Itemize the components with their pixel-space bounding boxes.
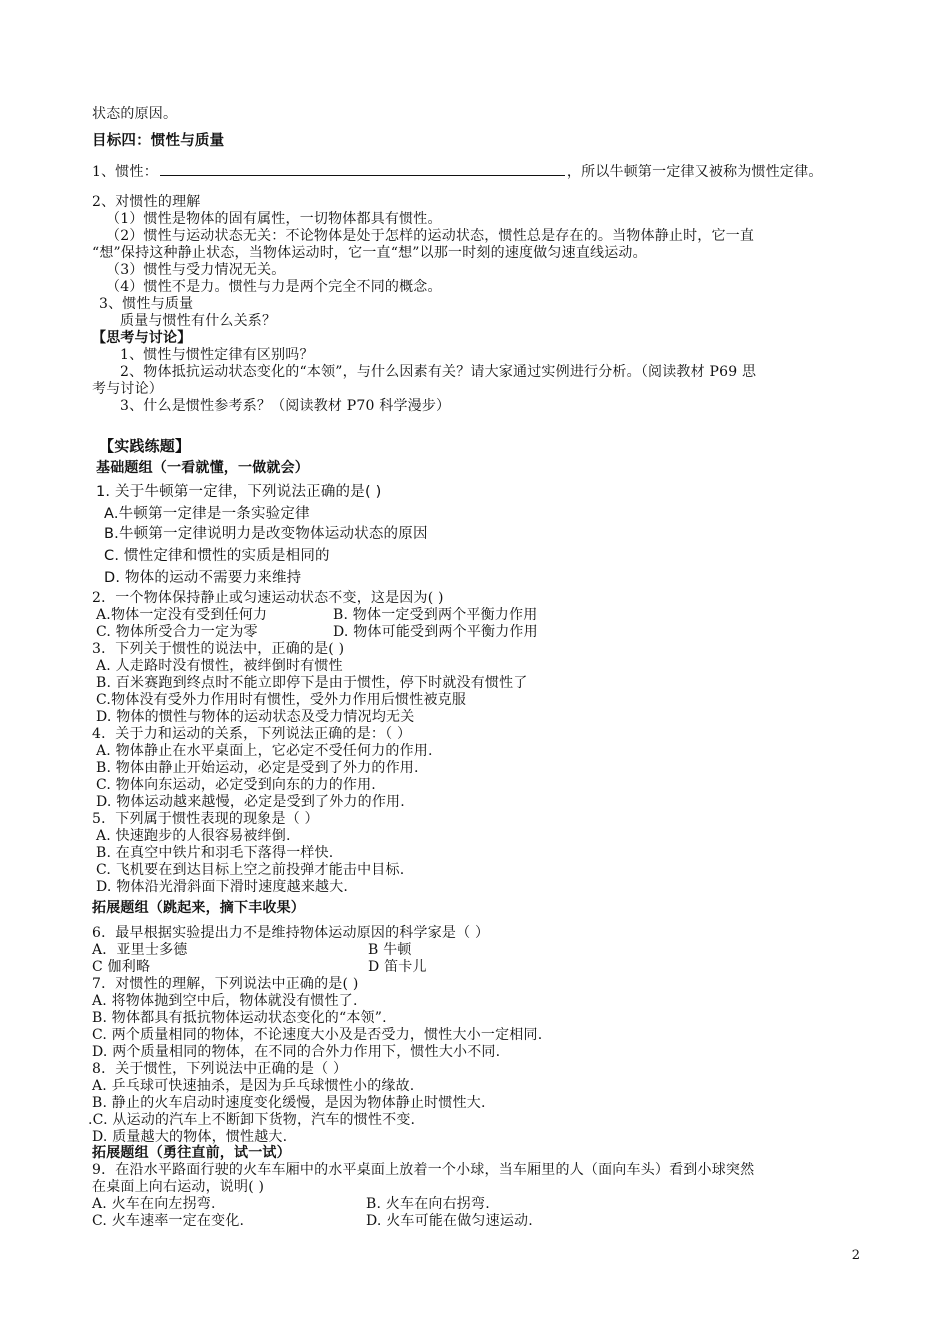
option: C. 物体向东运动，必定受到向东的力的作用. — [96, 777, 376, 793]
answer-blank — [160, 163, 565, 176]
option: A.物体一定没有受到任何力 — [96, 607, 268, 623]
option: B. 火车在向右拐弯. — [366, 1196, 490, 1212]
text-line: 1、惯性与惯性定律有区别吗？ — [120, 347, 314, 363]
page-number: 2 — [851, 1248, 860, 1263]
question: 5．下列属于惯性表现的现象是（ ） — [92, 811, 319, 827]
section-heading: 【思考与讨论】 — [92, 330, 192, 346]
text-line: 考与讨论） — [92, 381, 163, 397]
question: 2．一个物体保持静止或匀速运动状态不变，这是因为( ) — [92, 590, 444, 606]
text-line: （2）惯性与运动状态无关：不论物体是处于怎样的运动状态，惯性总是存在的。当物体静止时，它一直 — [106, 228, 755, 244]
question: 3．下列关于惯性的说法中，正确的是( ) — [92, 641, 345, 657]
option: B 牛顿 — [368, 942, 412, 958]
option: D. 物体的运动不需要力来维持 — [104, 570, 302, 586]
section-heading: 【实践练题】 — [99, 437, 191, 455]
option: D 笛卡儿 — [368, 959, 427, 975]
option: C. 飞机要在到达目标上空之前投弹才能击中目标. — [96, 862, 405, 878]
text-line: 3、什么是惯性参考系？（阅读教材 P70 科学漫步） — [120, 398, 451, 414]
option: A. 乒乓球可快速抽杀，是因为乒乓球惯性小的缘故. — [92, 1078, 415, 1094]
option-row — [92, 942, 412, 959]
option-row — [96, 607, 538, 624]
option-row — [96, 624, 538, 641]
option-row — [92, 1213, 533, 1230]
option-row — [92, 1196, 490, 1213]
text-line: （1）惯性是物体的固有属性，一切物体都具有惯性。 — [106, 211, 442, 227]
section-heading: 拓展题组（跳起来，摘下丰收果） — [92, 900, 305, 916]
option: A. 火车在向左拐弯. — [92, 1196, 216, 1212]
option: D. 物体的惯性与物体的运动状态及受力情况均无关 — [96, 709, 415, 725]
option: A. 物体静止在水平桌面上，它必定不受任何力的作用. — [96, 743, 433, 759]
option: B.牛顿第一定律说明力是改变物体运动状态的原因 — [104, 526, 428, 542]
option: B. 物体由静止开始运动，必定是受到了外力的作用. — [96, 760, 419, 776]
text-line: “想”保持这种静止状态，当物体运动时，它一直“想”以那一时刻的速度做匀速直线运动。 — [92, 245, 647, 261]
text-line: （3）惯性与受力情况无关。 — [106, 262, 286, 278]
option: C. 物体所受合力一定为零 — [96, 624, 258, 640]
fill-in-item — [92, 163, 823, 181]
option: C.物体没有受外力作用时有惯性，受外力作用后惯性被克服 — [96, 692, 467, 708]
text-line: 状态的原因。 — [92, 106, 178, 122]
section-heading: 拓展题组（勇往直前，试一试） — [92, 1145, 291, 1161]
question: 9．在沿水平路面行驶的火车车厢中的水平桌面上放着一个小球，当车厢里的人（面向车头）看到小球突然 — [92, 1162, 755, 1178]
item-label: 1、惯性： — [92, 164, 158, 180]
question: 7．对惯性的理解，下列说法中正确的是( ) — [92, 976, 359, 992]
option: B. 在真空中铁片和羽毛下落得一样快. — [96, 845, 334, 861]
option: A. 快速跑步的人很容易被绊倒. — [96, 828, 291, 844]
text-line: （4）惯性不是力。惯性与力是两个完全不同的概念。 — [106, 279, 442, 295]
question: 1. 关于牛顿第一定律，下列说法正确的是( ) — [96, 484, 382, 500]
option: D. 物体运动越来越慢，必定是受到了外力的作用. — [96, 794, 405, 810]
option: A. 人走路时没有惯性，被绊倒时有惯性 — [96, 658, 343, 674]
option: B. 百米赛跑到终点时不能立即停下是由于惯性，停下时就没有惯性了 — [96, 675, 528, 691]
option: D. 质量越大的物体，惯性越大. — [92, 1129, 288, 1145]
section-heading: 目标四：惯性与质量 — [92, 133, 225, 149]
question: 6．最早根据实验提出力不是维持物体运动原因的科学家是（ ） — [92, 925, 490, 941]
question: 8．关于惯性，下列说法中正确的是（ ） — [92, 1061, 348, 1077]
option: B. 静止的火车启动时速度变化缓慢，是因为物体静止时惯性大. — [92, 1095, 486, 1111]
text-line: 质量与惯性有什么关系？ — [120, 313, 277, 329]
option: .C. 从运动的汽车上不断卸下货物，汽车的惯性不变. — [88, 1112, 416, 1128]
item-tail: ，所以牛顿第一定律又被称为惯性定律。 — [566, 164, 823, 180]
text-line: 2、物体抵抗运动状态变化的“本领”，与什么因素有关？请大家通过实例进行分析。（阅读教材 P69 思 — [120, 364, 757, 380]
option: A.牛顿第一定律是一条实验定律 — [104, 506, 310, 522]
text-line: 3、惯性与质量 — [99, 296, 194, 312]
option: C 伽利略 — [92, 959, 151, 975]
option: C. 惯性定律和惯性的实质是相同的 — [104, 548, 330, 564]
option: D. 物体可能受到两个平衡力作用 — [333, 624, 538, 640]
option: C. 火车速率一定在变化. — [92, 1213, 245, 1229]
text-line: 2、对惯性的理解 — [92, 194, 201, 210]
option: D. 两个质量相同的物体，在不同的合外力作用下，惯性大小不同. — [92, 1044, 501, 1060]
option: A．亚里士多德 — [92, 942, 188, 958]
option-row — [92, 959, 427, 976]
option: C. 两个质量相同的物体，不论速度大小及是否受力，惯性大小一定相同. — [92, 1027, 543, 1043]
option: D. 火车可能在做匀速运动. — [366, 1213, 533, 1229]
option: D. 物体沿光滑斜面下滑时速度越来越大. — [96, 879, 349, 895]
section-heading: 基础题组（一看就懂，一做就会） — [96, 460, 309, 476]
option: B. 物体一定受到两个平衡力作用 — [333, 607, 538, 623]
option: B. 物体都具有抵抗物体运动状态变化的“本领”. — [92, 1010, 387, 1026]
question-cont: 在桌面上向右运动，说明( ) — [92, 1179, 265, 1195]
option: A. 将物体抛到空中后，物体就没有惯性了. — [92, 993, 358, 1009]
question: 4．关于力和运动的关系，下列说法正确的是：（ ） — [92, 726, 412, 742]
